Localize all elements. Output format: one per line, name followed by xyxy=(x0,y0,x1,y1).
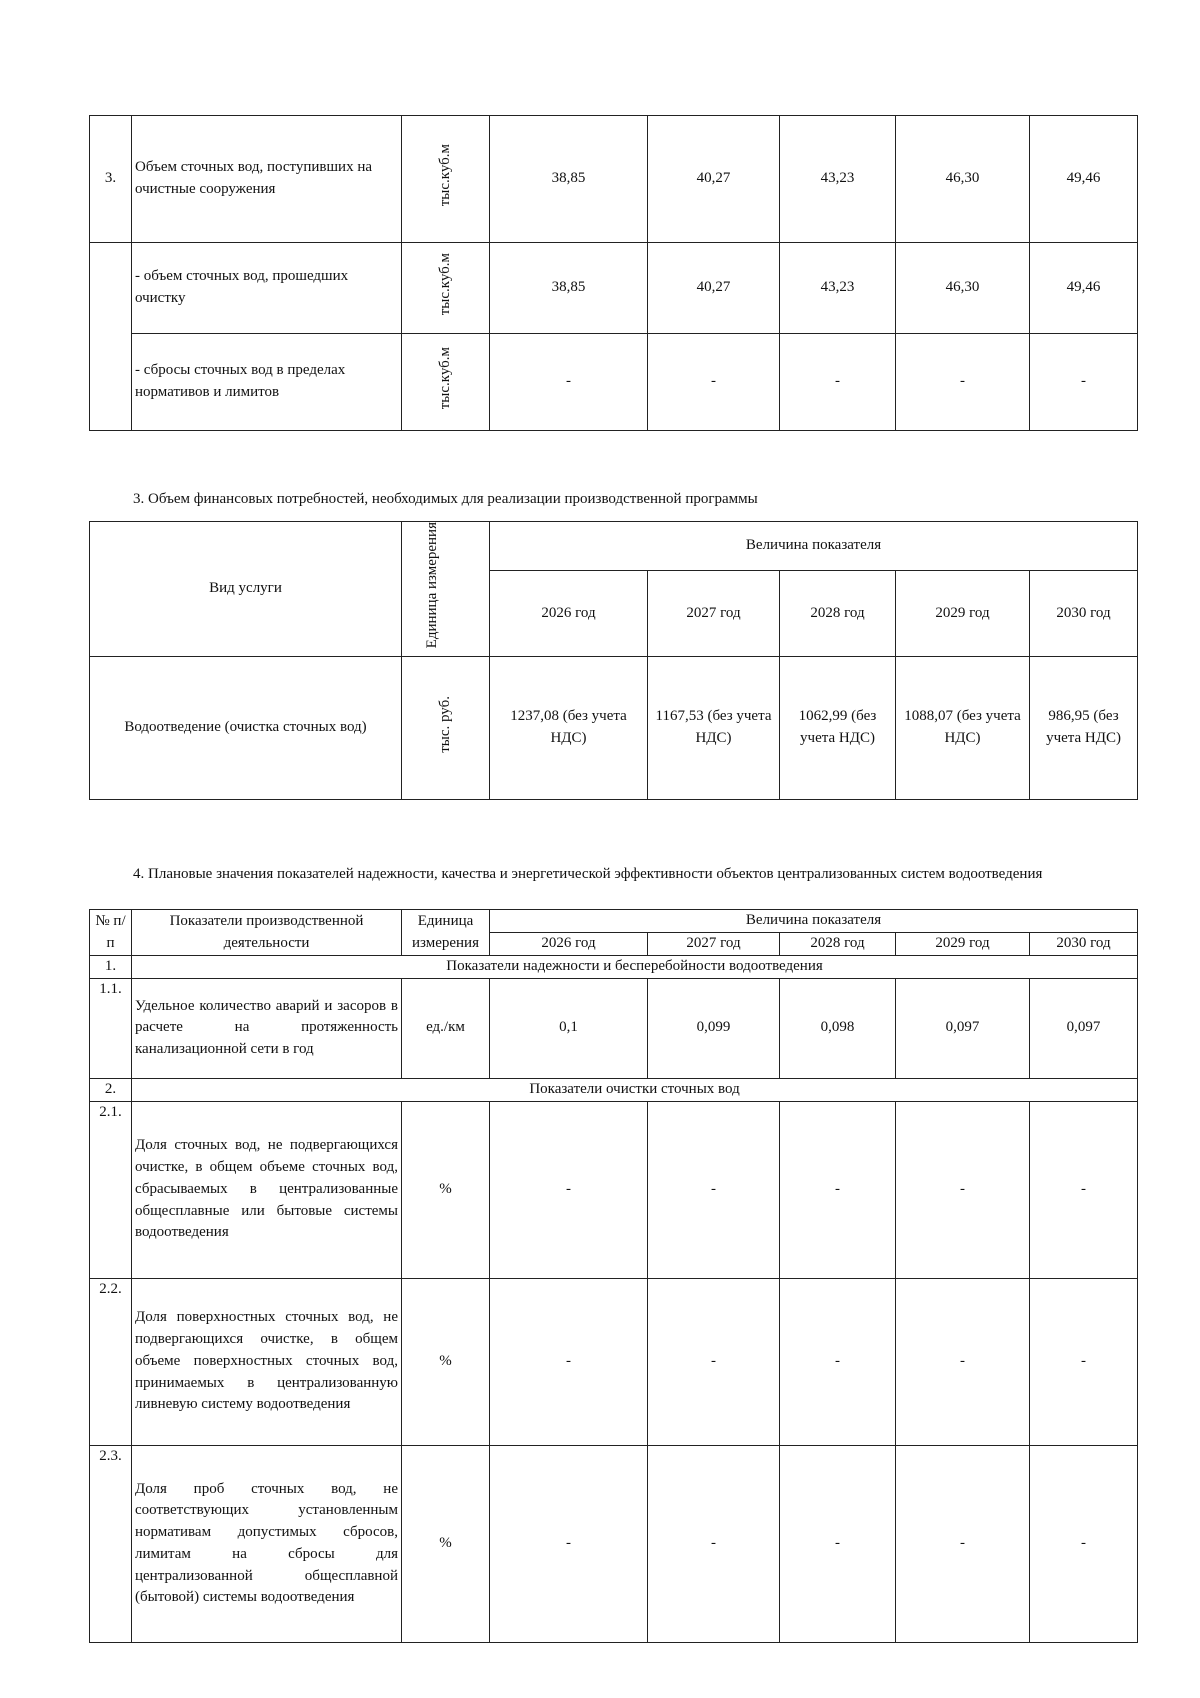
header-unit: Единица измерения xyxy=(402,910,490,956)
table-row xyxy=(90,243,1138,334)
value-cell: 49,46 xyxy=(1030,243,1138,334)
row-number: 2.1. xyxy=(90,1101,132,1278)
row-number: 2. xyxy=(90,1078,132,1101)
value-cell: - xyxy=(780,1278,896,1445)
year-header: 2026 год xyxy=(490,933,648,956)
value-cell: 38,85 xyxy=(490,243,648,334)
unit-cell: % xyxy=(402,1445,490,1642)
row-number: 2.3. xyxy=(90,1445,132,1642)
value-cell: 46,30 xyxy=(896,243,1030,334)
header-unit: Единица измерения xyxy=(423,522,440,649)
value-cell: 1237,08 (без учета НДС) xyxy=(490,657,648,800)
value-cell: - xyxy=(648,1101,780,1278)
value-cell: - xyxy=(780,1445,896,1642)
unit-label: тыс.куб.м xyxy=(436,252,453,316)
group-title: Показатели надежности и бесперебойности водоотведения xyxy=(132,956,1138,979)
value-cell: - xyxy=(648,334,780,431)
indicator-name: Доля сточных вод, не подвергающихся очистке, в общем объеме сточных вод, сбрасываемых в централизованные общесплавные или бытовые системы водоотведения xyxy=(132,1101,402,1278)
indicator-name: - объем сточных вод, прошедших очистку xyxy=(132,243,402,334)
year-header: 2027 год xyxy=(648,933,780,956)
value-cell: - xyxy=(1030,1278,1138,1445)
indicator-name: Доля поверхностных сточных вод, не подвергающихся очистке, в общем объеме поверхностных сточных вод, принимаемых в централизованную ливневую систему водоотведения xyxy=(132,1278,402,1445)
unit-cell xyxy=(402,116,490,243)
indicator-name: - сбросы сточных вод в пределах нормативов и лимитов xyxy=(132,334,402,431)
value-cell: - xyxy=(490,1101,648,1278)
unit-label: тыс.куб.м xyxy=(436,346,453,410)
value-cell: - xyxy=(896,1101,1030,1278)
value-cell: 0,098 xyxy=(780,978,896,1078)
value-cell: - xyxy=(1030,1101,1138,1278)
service-name: Водоотведение (очистка сточных вод) xyxy=(90,657,402,800)
indicator-name: Удельное количество аварий и засоров в расчете на протяженность канализационной сети в год xyxy=(132,978,402,1078)
indicator-name: Объем сточных вод, поступивших на очистные сооружения xyxy=(132,116,402,243)
row-number: 2.2. xyxy=(90,1278,132,1445)
group-row xyxy=(90,956,1138,979)
row-number: 1.1. xyxy=(90,978,132,1078)
value-cell: 40,27 xyxy=(648,116,780,243)
indicator-name: Доля проб сточных вод, не соответствующих установленным нормативам допустимых сбросов, лимитам на сбросы для централизованной общесплавной (бытовой) системы водоотведения xyxy=(132,1445,402,1642)
table-row xyxy=(90,1101,1138,1278)
group-row xyxy=(90,1078,1138,1101)
header-service: Вид услуги xyxy=(90,522,402,657)
value-cell: 1088,07 (без учета НДС) xyxy=(896,657,1030,800)
value-cell: - xyxy=(896,334,1030,431)
value-cell: 40,27 xyxy=(648,243,780,334)
value-cell: 43,23 xyxy=(780,116,896,243)
unit-cell xyxy=(402,334,490,431)
section-4-title: 4. Плановые значения показателей надежности, качества и энергетической эффективности объектов централизованных систем водоотведения xyxy=(133,866,1043,882)
value-cell: 38,85 xyxy=(490,116,648,243)
value-cell: - xyxy=(648,1445,780,1642)
unit-label: тыс. руб. xyxy=(436,695,453,753)
value-cell: 0,097 xyxy=(1030,978,1138,1078)
unit-cell: % xyxy=(402,1278,490,1445)
value-cell: - xyxy=(780,1101,896,1278)
unit-cell xyxy=(402,243,490,334)
value-cell: 49,46 xyxy=(1030,116,1138,243)
year-header: 2030 год xyxy=(1030,933,1138,956)
year-header: 2028 год xyxy=(780,571,896,657)
value-cell: 0,099 xyxy=(648,978,780,1078)
year-header: 2029 год xyxy=(896,571,1030,657)
financial-needs-table xyxy=(89,521,1138,800)
value-cell: - xyxy=(780,334,896,431)
year-header: 2029 год xyxy=(896,933,1030,956)
value-cell: 46,30 xyxy=(896,116,1030,243)
value-cell: 0,1 xyxy=(490,978,648,1078)
value-cell: - xyxy=(896,1445,1030,1642)
header-value: Величина показателя xyxy=(490,910,1138,933)
header-num: № п/п xyxy=(90,910,132,956)
unit-cell: ед./км xyxy=(402,978,490,1078)
header-name: Показатели производственной деятельности xyxy=(132,910,402,956)
value-cell: 43,23 xyxy=(780,243,896,334)
year-header: 2026 год xyxy=(490,571,648,657)
value-cell: - xyxy=(490,1278,648,1445)
table-row xyxy=(90,1445,1138,1642)
row-number xyxy=(90,243,132,431)
unit-cell: % xyxy=(402,1101,490,1278)
value-cell: 1167,53 (без учета НДС) xyxy=(648,657,780,800)
value-cell: 0,097 xyxy=(896,978,1030,1078)
value-cell: 986,95 (без учета НДС) xyxy=(1030,657,1138,800)
header-unit-cell xyxy=(402,522,490,657)
value-cell: 1062,99 (без учета НДС) xyxy=(780,657,896,800)
year-header: 2027 год xyxy=(648,571,780,657)
table-row xyxy=(90,978,1138,1078)
unit-cell xyxy=(402,657,490,800)
group-title: Показатели очистки сточных вод xyxy=(132,1078,1138,1101)
value-cell: - xyxy=(896,1278,1030,1445)
value-cell: - xyxy=(1030,334,1138,431)
table-row xyxy=(90,334,1138,431)
year-header: 2030 год xyxy=(1030,571,1138,657)
value-cell: - xyxy=(648,1278,780,1445)
year-header: 2028 год xyxy=(780,933,896,956)
reliability-indicators-table xyxy=(89,909,1138,1643)
row-number: 3. xyxy=(90,116,132,243)
row-number: 1. xyxy=(90,956,132,979)
value-cell: - xyxy=(490,334,648,431)
table-row xyxy=(90,116,1138,243)
section-3-title: 3. Объем финансовых потребностей, необходимых для реализации производственной программы xyxy=(133,491,758,507)
table-row xyxy=(90,1278,1138,1445)
header-value: Величина показателя xyxy=(490,522,1138,571)
wastewater-volume-table xyxy=(89,115,1138,431)
value-cell: - xyxy=(490,1445,648,1642)
unit-label: тыс.куб.м xyxy=(436,143,453,207)
value-cell: - xyxy=(1030,1445,1138,1642)
table-row xyxy=(90,657,1138,800)
